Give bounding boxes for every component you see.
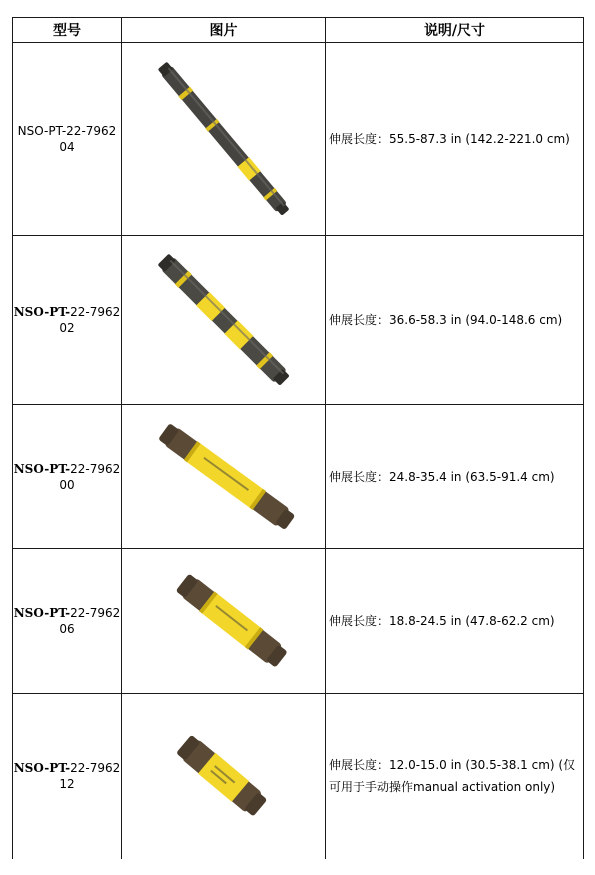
model-number: NSO-PT-22-7962 <box>17 124 117 138</box>
picture-cell <box>122 43 326 236</box>
model-suffix: 00 <box>59 477 75 492</box>
model-number: 22-7962 <box>70 761 121 776</box>
model-suffix: 06 <box>59 622 75 636</box>
spec-table <box>12 17 584 859</box>
table-row <box>13 549 584 694</box>
spec-cell: 伸展长度：24.8-35.4 in (63.5-91.4 cm) <box>326 405 584 549</box>
header-model: 型号 <box>13 18 122 43</box>
model-suffix: 02 <box>59 321 75 335</box>
table-row <box>13 694 584 859</box>
model-cell <box>13 236 122 405</box>
model-cell <box>13 549 122 694</box>
table-row <box>13 43 584 236</box>
model-prefix: NSO-PT- <box>13 305 71 319</box>
header-picture: 图片 <box>122 18 326 43</box>
medium-telescoping-strut-image <box>124 240 324 400</box>
picture-cell <box>122 236 326 405</box>
model-suffix: 12 <box>59 777 75 792</box>
header-row <box>13 18 584 43</box>
model-prefix: NSO-PT- <box>13 461 71 476</box>
table-row <box>13 405 584 549</box>
model-cell <box>13 43 122 236</box>
model-suffix: 04 <box>59 140 75 154</box>
picture-cell <box>122 549 326 694</box>
spec-cell: 伸展长度：12.0-15.0 in (30.5-38.1 cm) (仅可用于手动操作manual activation only) <box>326 694 584 859</box>
spec-cell: 伸展长度：55.5-87.3 in (142.2-221.0 cm) <box>326 43 584 236</box>
mini-telescoping-strut-image <box>124 701 324 851</box>
table-row <box>13 236 584 405</box>
long-telescoping-strut-image <box>124 49 324 229</box>
model-number: 22-7962 <box>70 606 121 620</box>
short-telescoping-strut-image <box>124 408 324 546</box>
model-number: 22-7962 <box>70 461 121 476</box>
picture-cell <box>122 694 326 859</box>
compact-telescoping-strut-image <box>124 552 324 690</box>
model-number: 22-7962 <box>70 305 121 319</box>
model-prefix: NSO-PT- <box>13 606 71 620</box>
model-cell <box>13 694 122 859</box>
model-cell <box>13 405 122 549</box>
spec-cell: 伸展长度：18.8-24.5 in (47.8-62.2 cm) <box>326 549 584 694</box>
header-spec: 说明/尺寸 <box>326 18 584 43</box>
model-prefix: NSO-PT- <box>13 761 71 776</box>
spec-cell: 伸展长度：36.6-58.3 in (94.0-148.6 cm) <box>326 236 584 405</box>
picture-cell <box>122 405 326 549</box>
